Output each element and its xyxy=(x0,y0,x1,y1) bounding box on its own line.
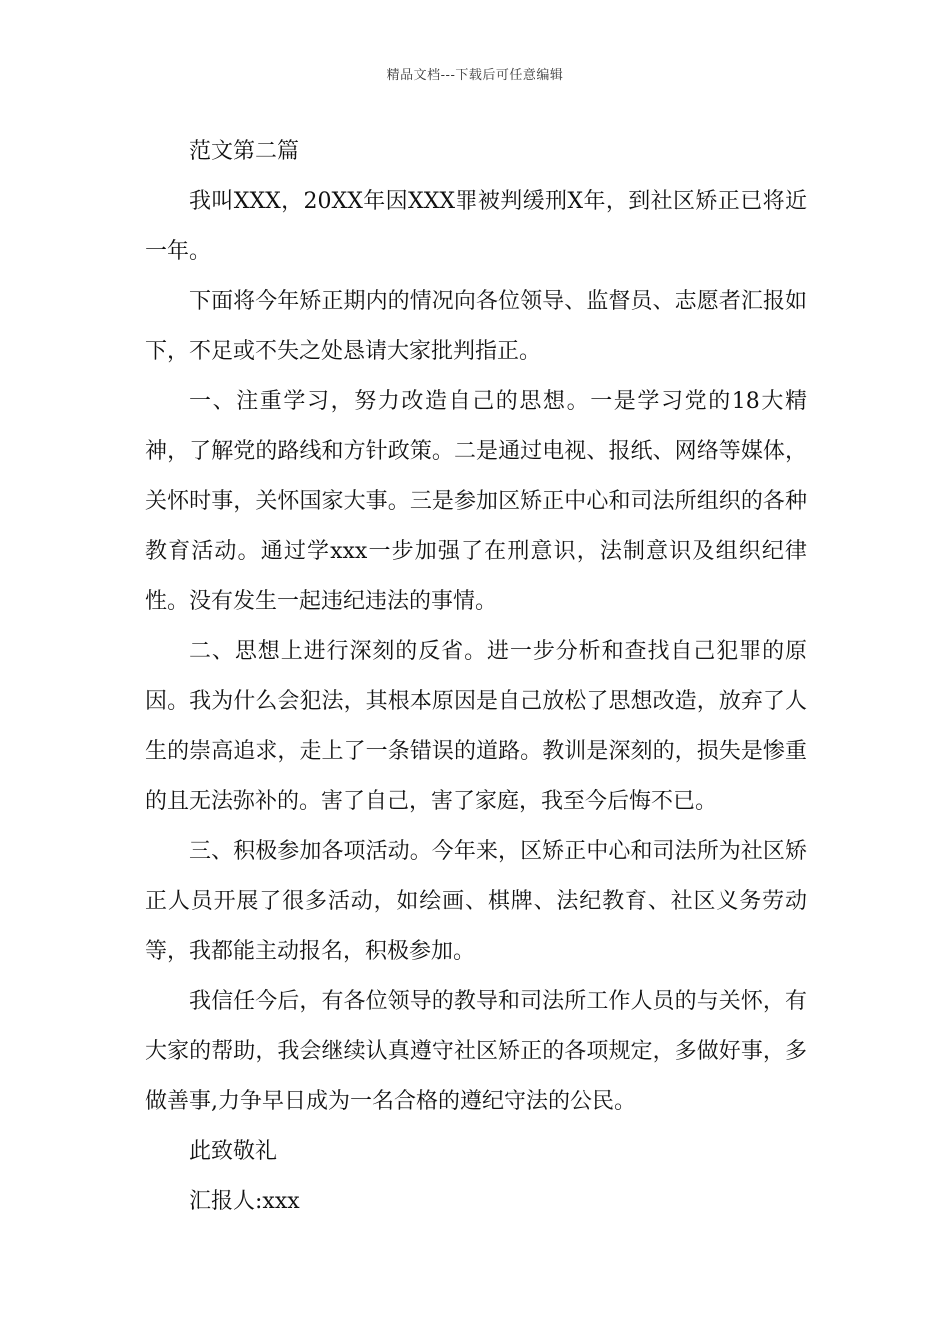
document-body xyxy=(145,127,807,1227)
closing-salutation: 此致敬礼 xyxy=(189,1139,278,1164)
paragraph-intro: 我叫XXX，20XX年因XXX罪被判缓刑X年，到社区矫正已将近一年。 xyxy=(145,189,807,264)
paragraph-section-three: 三、积极参加各项活动。今年来，区矫正中心和司法所为社区矫正人员开展了很多活动，如绘画、棋牌、法纪教育、社区义务劳动等，我都能主动报名，积极参加。 xyxy=(145,839,807,964)
paragraph-section-one: 一、注重学习，努力改造自己的思想。一是学习党的18大精神，了解党的路线和方针政策。二是通过电视、报纸、网络等媒体，关怀时事，关怀国家大事。三是参加区矫正中心和司法所组织的各种教育活动。通过学xxx一步加强了在刑意识，法制意识及组织纪律性。没有发生一起违纪违法的事情。 xyxy=(145,389,807,614)
document-title: 范文第二篇 xyxy=(189,139,300,164)
paragraph-report-intro: 下面将今年矫正期内的情况向各位领导、监督员、志愿者汇报如下，不足或不失之处恳请大家批判指正。 xyxy=(145,289,807,364)
paragraph-section-two: 二、思想上进行深刻的反省。进一步分析和查找自己犯罪的原因。我为什么会犯法，其根本原因是自己放松了思想改造，放弃了人生的崇高追求，走上了一条错误的道路。教训是深刻的，损失是惨重的且无法弥补的。害了自己，害了家庭，我至今后悔不已。 xyxy=(145,639,807,814)
paragraph-conclusion: 我信任今后，有各位领导的教导和司法所工作人员的与关怀，有大家的帮助，我会继续认真遵守社区矫正的各项规定，多做好事，多做善事,力争早日成为一名合格的遵纪守法的公民。 xyxy=(145,989,807,1114)
signature-line: 汇报人:xxx xyxy=(189,1189,300,1214)
page-header: 精品文档---下载后可任意编辑 xyxy=(386,68,564,83)
